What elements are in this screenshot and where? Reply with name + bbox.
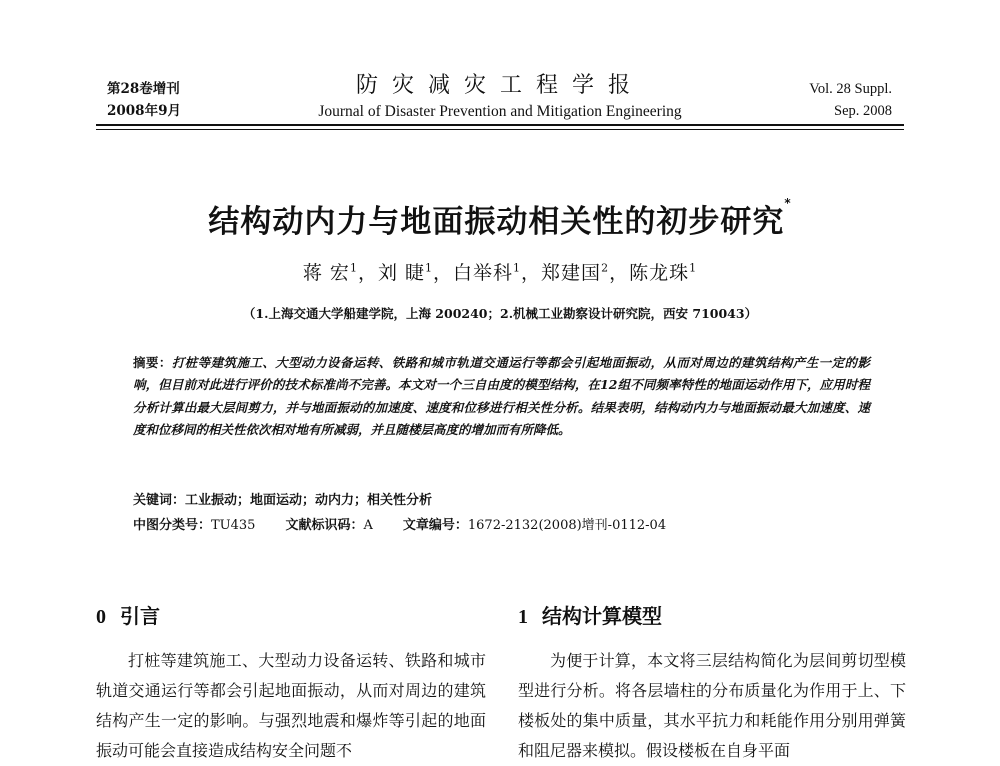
author-affiliation: 2 — [601, 261, 610, 275]
date-en: Sep. 2008 — [834, 103, 892, 119]
clc-value: TU435 — [211, 518, 256, 533]
volume-en: Vol. 28 Suppl. — [809, 81, 892, 97]
section-heading-introduction — [96, 600, 160, 629]
header-rule-thin — [96, 129, 904, 130]
keywords — [133, 489, 432, 508]
author-separator: ， — [433, 262, 454, 284]
abstract-text: 打桩等建筑施工、大型动力设备运转、铁路和城市轨道交通运行等都会引起地面振动，从而对周边的建筑结构产生一定的影响，但目前对此进行评价的技术标准尚不完善。本文对一个三自由度的模型结构，在12组不同频率特性的地面运动作用下，应用时程分析计算出最大层间剪力，并与地面振动的加速度、速度和位移进行相关性分析。结果表明，结构动内力与地面振动最大加速度、速度和位移间的相关性依次相对地有所减弱，并且随楼层高度的增加而有所降低。 — [133, 355, 870, 438]
section-title: 引言 — [120, 604, 160, 628]
affiliations: （1.上海交通大学船建学院，上海 200240；2.机械工业勘察设计研究院，西安 710043） — [242, 306, 758, 321]
journal-title-en: Journal of Disaster Prevention and Mitigation Engineering — [318, 103, 682, 120]
section-heading-model — [518, 600, 662, 629]
classification-line — [133, 514, 666, 533]
author-name: 蒋 宏 — [302, 262, 350, 284]
author-affiliation: 1 — [425, 261, 433, 275]
section-title: 结构计算模型 — [542, 604, 662, 628]
author-list — [100, 258, 900, 285]
article-number-value: 1672-2132(2008)增刊-0112-04 — [467, 518, 667, 533]
volume-cn: 第28卷增刊 — [107, 81, 180, 97]
header-left — [107, 78, 181, 122]
header-rule-thick — [96, 124, 904, 126]
section-number: 1 — [518, 606, 528, 628]
model-paragraph: 为便于计算，本文将三层结构简化为层间剪切型模型进行分析。将各层墙柱的分布质量化为作用于上、下楼板处的集中质量，其水平抗力和耗能作用分别用弹簧和阻尼器来模拟。假设楼板在自身平面 — [518, 651, 906, 760]
author-affiliation: 1 — [349, 261, 358, 275]
author-name: 陈龙珠 — [629, 262, 690, 284]
paper-title — [100, 196, 900, 241]
clc-label: 中图分类号： — [133, 518, 212, 533]
author-name: 刘 睫 — [377, 262, 425, 284]
introduction-paragraph: 打桩等建筑施工、大型动力设备运转、铁路和城市轨道交通运行等都会引起地面振动，从而对周边的建筑结构产生一定的影响。与强烈地震和爆炸等引起的地面振动可能会直接造成结构安全问题不 — [96, 651, 486, 760]
author-affiliation: 1 — [513, 261, 522, 275]
author-separator: ， — [521, 262, 542, 284]
section-number: 0 — [96, 606, 106, 628]
article-number-label: 文章编号： — [402, 518, 468, 533]
header-right — [809, 78, 892, 122]
doc-code-label: 文献标识码： — [285, 518, 364, 533]
title-footnote-mark: * — [784, 196, 792, 210]
journal-title-cn: 防灾减灾工程学报 — [355, 73, 644, 98]
abstract-label: 摘要： — [133, 355, 172, 370]
keywords-text: 工业振动；地面运动；动内力；相关性分析 — [185, 493, 433, 508]
author-name: 白举科 — [453, 262, 514, 284]
date-cn: 2008年9月 — [107, 103, 181, 119]
doc-code-value: A — [363, 518, 373, 533]
author-affiliation: 1 — [689, 261, 698, 275]
author-separator: ， — [609, 262, 630, 284]
header-center — [200, 72, 800, 123]
paper-title-text: 结构动内力与地面振动相关性的初步研究 — [208, 204, 785, 240]
author-name: 郑建国 — [541, 262, 602, 284]
abstract — [133, 352, 870, 442]
keywords-label: 关键词： — [133, 493, 186, 508]
author-separator: ， — [357, 262, 378, 284]
